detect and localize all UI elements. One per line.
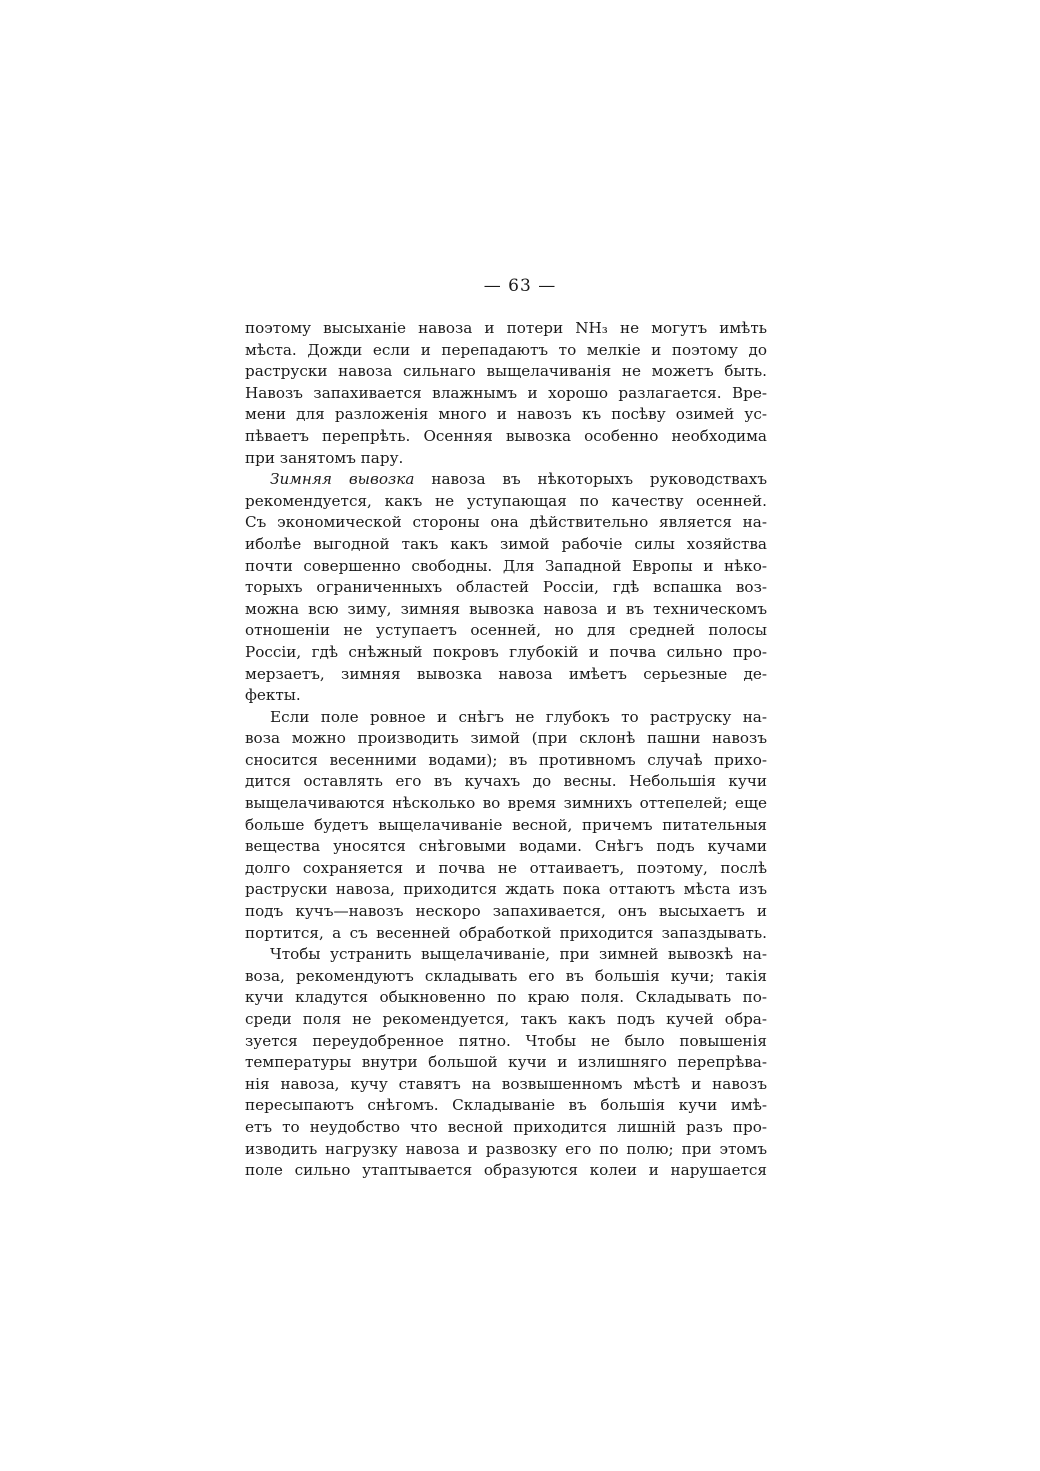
text-line: раструски навоза сильнаго выщелачиванія не можетъ быть. (245, 362, 767, 381)
text-line: подъ кучъ—навозъ нескоро запахивается, онъ высыхаетъ и (245, 902, 767, 921)
text-line: можна всю зиму, зимняя вывозка навоза и въ техническомъ (245, 599, 767, 618)
paragraph (245, 707, 767, 945)
text-line (245, 469, 767, 491)
text-line: Навозъ запахивается влажнымъ и хорошо разлагается. Вре- (245, 383, 767, 402)
text-line: пѣваетъ перепрѣть. Осенняя вывозка особенно необходима (245, 426, 767, 445)
text-line: поэтому высыханіе навоза и потери NH₃ не могутъ имѣть (245, 319, 767, 337)
text-line: Съ экономической стороны она дѣйствительно является на- (245, 513, 767, 532)
italic-term: Зимняя вывозка (270, 470, 415, 489)
paragraph (245, 469, 767, 707)
text-line: Чтобы устранить выщелачиваніе, при зимней вывозкѣ на- (270, 945, 767, 964)
text-line: етъ то неудобство что весной приходится лишній разъ про- (245, 1117, 767, 1136)
text-line: портится, а съ весенней обработкой приходится запаздывать. (245, 923, 767, 942)
paragraph (245, 944, 767, 1182)
text-line: Россіи, гдѣ снѣжный покровъ глубокій и почва сильно про- (245, 642, 767, 661)
text-line: сносится весенними водами); въ противномъ случаѣ прихо- (245, 750, 767, 769)
paragraph (245, 318, 767, 469)
text-line: воза можно производить зимой (при склонѣ пашни навозъ (245, 729, 767, 748)
text-line: изводить нагрузку навоза и развозку его по полю; при этомъ (245, 1139, 767, 1158)
text-line: дится оставлять его въ кучахъ до весны. Небольшія кучи (245, 772, 767, 791)
text-line: пересыпаютъ снѣгомъ. Складываніе въ большія кучи имѣ- (245, 1096, 767, 1115)
text-line: почти совершенно свободны. Для Западной Европы и нѣко- (245, 556, 767, 575)
text-line: при занятомъ пару. (245, 448, 404, 467)
text-line: зуется переудобренное пятно. Чтобы не было повышенія (245, 1031, 767, 1050)
text-line: среди поля не рекомендуется, такъ какъ подъ кучей обра- (245, 1010, 767, 1028)
body-text (245, 318, 767, 1182)
text-line: Если поле ровное и снѣгъ не глубокъ то раструску на- (270, 707, 767, 726)
text-line: долго сохраняется и почва не оттаиваетъ, поэтому, послѣ (245, 858, 767, 877)
text-line: больше будетъ выщелачиваніе весной, причемъ питательныя (245, 815, 767, 834)
text-line: воза, рекомендуютъ складывать его въ большія кучи; такія (245, 966, 767, 985)
text-line: мерзаетъ, зимняя вывозка навоза имѣетъ серьезные де- (245, 664, 767, 683)
text-line: кучи кладутся обыкновенно по краю поля. Складывать по- (245, 988, 767, 1007)
text-line: нія навоза, кучу ставятъ на возвышенномъ мѣстѣ и навозъ (245, 1074, 767, 1093)
text-line: отношеніи не уступаетъ осенней, но для средней полосы (245, 621, 767, 640)
text-line: выщелачиваются нѣсколько во время зимнихъ оттепелей; еще (245, 794, 767, 813)
text-fragment: навоза въ нѣкоторыхъ руководствахъ (414, 470, 767, 489)
text-line: мени для разложенія много и навозъ къ посѣву озимей ус- (245, 405, 767, 424)
text-line: фекты. (245, 686, 301, 705)
text-line: раструски навоза, приходится ждать пока оттаютъ мѣста изъ (245, 880, 767, 899)
text-line: торыхъ ограниченныхъ областей Россіи, гдѣ вспашка воз- (245, 578, 767, 597)
text-line: рекомендуется, какъ не уступающая по качеству осенней. (245, 491, 767, 510)
text-line: иболѣе выгодной такъ какъ зимой рабочіе силы хозяйства (245, 534, 767, 553)
text-line: вещества уносятся снѣговыми водами. Снѣгъ подъ кучами (245, 837, 767, 856)
text-line: температуры внутри большой кучи и излишняго перепрѣва- (245, 1053, 767, 1072)
text-line: поле сильно утаптывается образуются колеи и нарушается (245, 1161, 767, 1180)
page-number: — 63 — (483, 276, 557, 296)
text-line: мѣста. Дожди если и перепадаютъ то мелкіе и поэтому до (245, 340, 767, 359)
